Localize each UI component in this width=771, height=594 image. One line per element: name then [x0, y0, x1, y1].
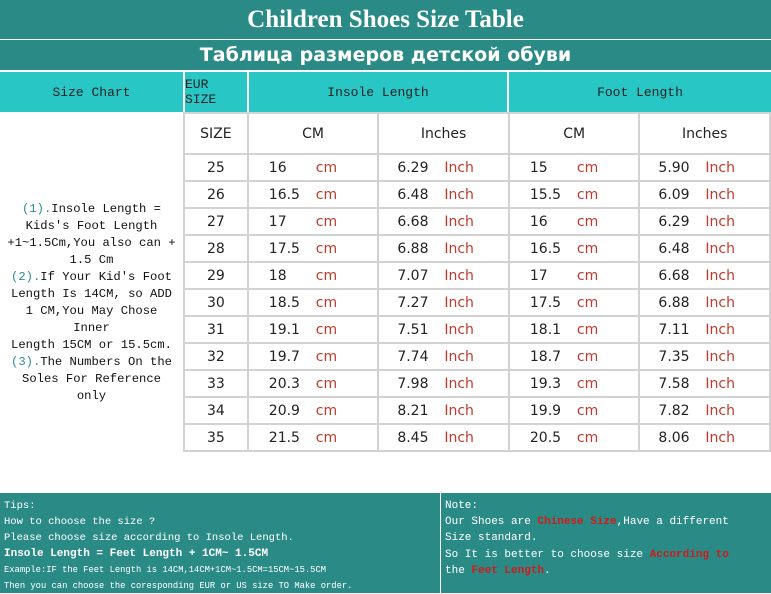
- insole-inch-cell-value: 7.98: [397, 375, 429, 392]
- note-line: [445, 514, 767, 530]
- table-row: [184, 289, 770, 316]
- insole-cm-cell-value: 21.5: [268, 429, 300, 446]
- tips-line: Please choose size according to Insole Length.: [4, 532, 294, 544]
- foot-inch-cell-value: 6.09: [658, 186, 690, 203]
- insole-inch-cell: [378, 316, 509, 343]
- insole-inch-cell-unit: Inch: [444, 402, 474, 419]
- foot-inch-cell-unit: Inch: [705, 294, 735, 311]
- foot-cm-cell-value: 16: [529, 213, 548, 230]
- insole-cm-cell-unit: cm: [315, 186, 338, 203]
- insole-cm-cell: [248, 397, 379, 424]
- insole-cm-cell-unit: cm: [315, 375, 338, 392]
- tips-panel: [0, 493, 441, 593]
- foot-inch-cell: [639, 316, 770, 343]
- insole-inch-cell: [378, 154, 509, 181]
- insole-inch-cell-unit: Inch: [444, 240, 474, 257]
- insole-inch-cell-value: 6.29: [397, 159, 429, 176]
- foot-inch-cell: [639, 424, 770, 451]
- foot-inch-cell-unit: Inch: [705, 321, 735, 338]
- insole-cm-cell-unit: cm: [315, 402, 338, 419]
- insole-cm-cell: [248, 208, 379, 235]
- foot-inch-cell-unit: Inch: [705, 348, 735, 365]
- note-line: [445, 563, 767, 579]
- note-panel: [441, 493, 771, 593]
- foot-inch-cell: [639, 397, 770, 424]
- subheader-foot-inches: Inches: [639, 113, 770, 154]
- foot-inch-cell: [639, 181, 770, 208]
- foot-inch-cell: [639, 262, 770, 289]
- foot-cm-cell-unit: cm: [576, 159, 599, 176]
- insole-cm-cell-unit: cm: [315, 348, 338, 365]
- foot-inch-cell-value: 7.35: [658, 348, 690, 365]
- note-text: Soles For Reference only: [22, 371, 161, 403]
- foot-inch-cell-unit: Inch: [705, 240, 735, 257]
- subheader-insole-cm: CM: [248, 113, 379, 154]
- foot-cm-cell: [509, 370, 640, 397]
- eur-size-cell: 33: [184, 370, 248, 397]
- foot-inch-cell-unit: Inch: [705, 267, 735, 284]
- insole-inch-cell: [378, 235, 509, 262]
- insole-inch-cell-unit: Inch: [444, 186, 474, 203]
- header-eur-size: EUR SIZE: [185, 72, 247, 112]
- note-text: The Numbers On the: [40, 354, 172, 369]
- foot-inch-cell-unit: Inch: [705, 429, 735, 446]
- foot-cm-cell-value: 17.5: [529, 294, 562, 311]
- insole-inch-cell-unit: Inch: [444, 348, 474, 365]
- insole-inch-cell: [378, 343, 509, 370]
- foot-inch-cell-unit: Inch: [705, 375, 735, 392]
- table-row: [184, 235, 770, 262]
- eur-size-cell: 34: [184, 397, 248, 424]
- foot-inch-cell: [639, 370, 770, 397]
- foot-inch-cell-value: 6.48: [658, 240, 690, 257]
- subheader-foot-cm: CM: [509, 113, 640, 154]
- foot-inch-cell: [639, 289, 770, 316]
- foot-inch-cell-value: 6.68: [658, 267, 690, 284]
- insole-cm-cell: [248, 289, 379, 316]
- note-number: (1).: [22, 201, 52, 216]
- insole-inch-cell-value: 7.51: [397, 321, 429, 338]
- foot-cm-cell-unit: cm: [576, 375, 599, 392]
- foot-cm-cell-value: 15.5: [529, 186, 562, 203]
- foot-inch-cell: [639, 208, 770, 235]
- note-highlight: Feet Length: [471, 564, 545, 577]
- insole-inch-cell-unit: Inch: [444, 429, 474, 446]
- insole-inch-cell-value: 7.74: [397, 348, 429, 365]
- insole-inch-cell: [378, 370, 509, 397]
- note-text: If Your Kid's Foot: [40, 269, 172, 284]
- insole-cm-cell: [248, 370, 379, 397]
- foot-cm-cell: [509, 208, 640, 235]
- insole-inch-cell-value: 8.21: [397, 402, 429, 419]
- foot-inch-cell-unit: Inch: [705, 186, 735, 203]
- insole-inch-cell: [378, 397, 509, 424]
- insole-cm-cell-value: 17.5: [268, 240, 300, 257]
- insole-cm-cell: [248, 154, 379, 181]
- foot-cm-cell-value: 18.7: [529, 348, 562, 365]
- insole-inch-cell-value: 7.07: [397, 267, 429, 284]
- foot-cm-cell-value: 17: [529, 267, 548, 284]
- eur-size-cell: 26: [184, 181, 248, 208]
- note-number: (2).: [11, 269, 41, 284]
- insole-cm-cell-value: 20.9: [268, 402, 300, 419]
- insole-cm-cell: [248, 262, 379, 289]
- foot-cm-cell: [509, 289, 640, 316]
- tips-heading: Tips:: [4, 500, 36, 512]
- foot-inch-cell-unit: Inch: [705, 159, 735, 176]
- insole-cm-cell: [248, 424, 379, 451]
- tips-line: How to choose the size ?: [4, 516, 156, 528]
- foot-inch-cell: [639, 235, 770, 262]
- foot-cm-cell-value: 16.5: [529, 240, 562, 257]
- insole-inch-cell-value: 6.88: [397, 240, 429, 257]
- foot-cm-cell-value: 18.1: [529, 321, 562, 338]
- insole-inch-cell: [378, 289, 509, 316]
- size-chart-notes: [0, 112, 183, 493]
- note-text: ,Have a different: [616, 516, 729, 529]
- tips-formula: Insole Length = Feet Length + 1CM~ 1.5CM: [4, 548, 269, 560]
- foot-inch-cell-value: 8.06: [658, 429, 690, 446]
- title-english: Children Shoes Size Table: [0, 0, 771, 40]
- foot-cm-cell-unit: cm: [576, 402, 599, 419]
- insole-inch-cell-unit: Inch: [444, 294, 474, 311]
- foot-cm-cell: [509, 262, 640, 289]
- foot-inch-cell-value: 7.82: [658, 402, 690, 419]
- foot-cm-cell: [509, 181, 640, 208]
- foot-cm-cell-value: 19.9: [529, 402, 562, 419]
- table-row: [184, 424, 770, 451]
- tips-line: Then you can choose the coresponding EUR or US size TO Make order.: [4, 581, 353, 591]
- insole-inch-cell-value: 8.45: [397, 429, 429, 446]
- insole-inch-cell-value: 6.68: [397, 213, 429, 230]
- insole-cm-cell-value: 18: [268, 267, 287, 284]
- foot-cm-cell-unit: cm: [576, 186, 599, 203]
- foot-cm-cell: [509, 235, 640, 262]
- insole-cm-cell-value: 16: [268, 159, 287, 176]
- note-text: Length 15CM or 15.5cm.: [11, 337, 172, 352]
- note-text: 1 CM,You May Chose Inner: [25, 303, 158, 335]
- insole-cm-cell-unit: cm: [315, 429, 338, 446]
- insole-cm-cell-unit: cm: [315, 267, 338, 284]
- note-text: So It is better to choose size: [445, 548, 650, 561]
- eur-size-cell: 30: [184, 289, 248, 316]
- note-text: Our Shoes are: [445, 516, 538, 529]
- table-row: [184, 262, 770, 289]
- foot-cm-cell-unit: cm: [576, 321, 599, 338]
- foot-cm-cell-unit: cm: [576, 213, 599, 230]
- insole-cm-cell-unit: cm: [315, 213, 338, 230]
- foot-cm-cell-value: 20.5: [529, 429, 562, 446]
- subheader-insole-inches: Inches: [378, 113, 509, 154]
- note-heading: Note:: [445, 500, 479, 512]
- title-russian: Таблица размеров детской обуви: [0, 40, 771, 70]
- note-highlight: According to: [649, 548, 729, 561]
- insole-inch-cell-unit: Inch: [444, 321, 474, 338]
- insole-inch-cell: [378, 181, 509, 208]
- table-row: [184, 316, 770, 343]
- insole-cm-cell-unit: cm: [315, 159, 338, 176]
- insole-cm-cell: [248, 235, 379, 262]
- foot-inch-cell-value: 6.88: [658, 294, 690, 311]
- foot-cm-cell-unit: cm: [576, 348, 599, 365]
- foot-inch-cell-unit: Inch: [705, 402, 735, 419]
- foot-cm-cell-unit: cm: [576, 267, 599, 284]
- table-row: [184, 181, 770, 208]
- insole-inch-cell-unit: Inch: [444, 375, 474, 392]
- insole-cm-cell-value: 16.5: [268, 186, 300, 203]
- subheader-size: SIZE: [184, 113, 248, 154]
- insole-cm-cell-value: 19.1: [268, 321, 300, 338]
- insole-inch-cell: [378, 262, 509, 289]
- note-line: [445, 547, 767, 563]
- subheader-row: [184, 113, 770, 154]
- insole-cm-cell-value: 17: [268, 213, 287, 230]
- table-row: [184, 397, 770, 424]
- table-row: [184, 370, 770, 397]
- eur-size-cell: 27: [184, 208, 248, 235]
- note-line: Size standard.: [445, 532, 538, 545]
- eur-size-cell: 25: [184, 154, 248, 181]
- foot-cm-cell-value: 15: [529, 159, 548, 176]
- eur-size-cell: 28: [184, 235, 248, 262]
- note-text: Length Is 14CM, so ADD: [11, 286, 172, 301]
- tips-example: Example:IF the Feet Length is 14CM,14CM+1CM~1.5CM=15CM~15.5CM: [4, 565, 327, 575]
- foot-cm-cell-unit: cm: [576, 240, 599, 257]
- foot-cm-cell: [509, 343, 640, 370]
- insole-cm-cell: [248, 343, 379, 370]
- insole-cm-cell-unit: cm: [315, 321, 338, 338]
- foot-cm-cell-value: 19.3: [529, 375, 562, 392]
- foot-cm-cell: [509, 397, 640, 424]
- table-row: [184, 208, 770, 235]
- insole-cm-cell: [248, 181, 379, 208]
- foot-inch-cell-value: 6.29: [658, 213, 690, 230]
- foot-inch-cell: [639, 154, 770, 181]
- insole-inch-cell-unit: Inch: [444, 159, 474, 176]
- insole-inch-cell: [378, 424, 509, 451]
- header-size-chart: Size Chart: [0, 72, 183, 112]
- foot-cm-cell: [509, 424, 640, 451]
- foot-inch-cell-value: 7.11: [658, 321, 690, 338]
- note-text: .: [544, 564, 551, 577]
- header-insole-length: Insole Length: [249, 72, 507, 112]
- insole-cm-cell-value: 20.3: [268, 375, 300, 392]
- note-highlight: Chinese Size: [537, 516, 617, 529]
- note-text: +1~1.5Cm,You also can +: [7, 235, 176, 250]
- foot-inch-cell-unit: Inch: [705, 213, 735, 230]
- table-row: [184, 343, 770, 370]
- eur-size-cell: 29: [184, 262, 248, 289]
- eur-size-cell: 31: [184, 316, 248, 343]
- insole-cm-cell-unit: cm: [315, 240, 338, 257]
- insole-cm-cell-value: 19.7: [268, 348, 300, 365]
- note-text: 1.5 Cm: [69, 252, 114, 267]
- header-foot-length: Foot Length: [509, 72, 771, 112]
- foot-inch-cell: [639, 343, 770, 370]
- insole-inch-cell-value: 6.48: [397, 186, 429, 203]
- insole-inch-cell-unit: Inch: [444, 267, 474, 284]
- note-text: Insole Length =: [51, 201, 161, 216]
- insole-inch-cell-value: 7.27: [397, 294, 429, 311]
- foot-cm-cell-unit: cm: [576, 429, 599, 446]
- insole-inch-cell-unit: Inch: [444, 213, 474, 230]
- size-table: [183, 112, 771, 452]
- insole-cm-cell: [248, 316, 379, 343]
- insole-inch-cell: [378, 208, 509, 235]
- insole-cm-cell-value: 18.5: [268, 294, 300, 311]
- table-row: [184, 154, 770, 181]
- eur-size-cell: 35: [184, 424, 248, 451]
- foot-cm-cell-unit: cm: [576, 294, 599, 311]
- eur-size-cell: 32: [184, 343, 248, 370]
- note-text: the: [445, 564, 472, 577]
- note-text: Kids's Foot Length: [25, 218, 158, 233]
- note-number: (3).: [11, 354, 41, 369]
- foot-inch-cell-value: 7.58: [658, 375, 690, 392]
- foot-inch-cell-value: 5.90: [658, 159, 690, 176]
- foot-cm-cell: [509, 154, 640, 181]
- insole-cm-cell-unit: cm: [315, 294, 338, 311]
- foot-cm-cell: [509, 316, 640, 343]
